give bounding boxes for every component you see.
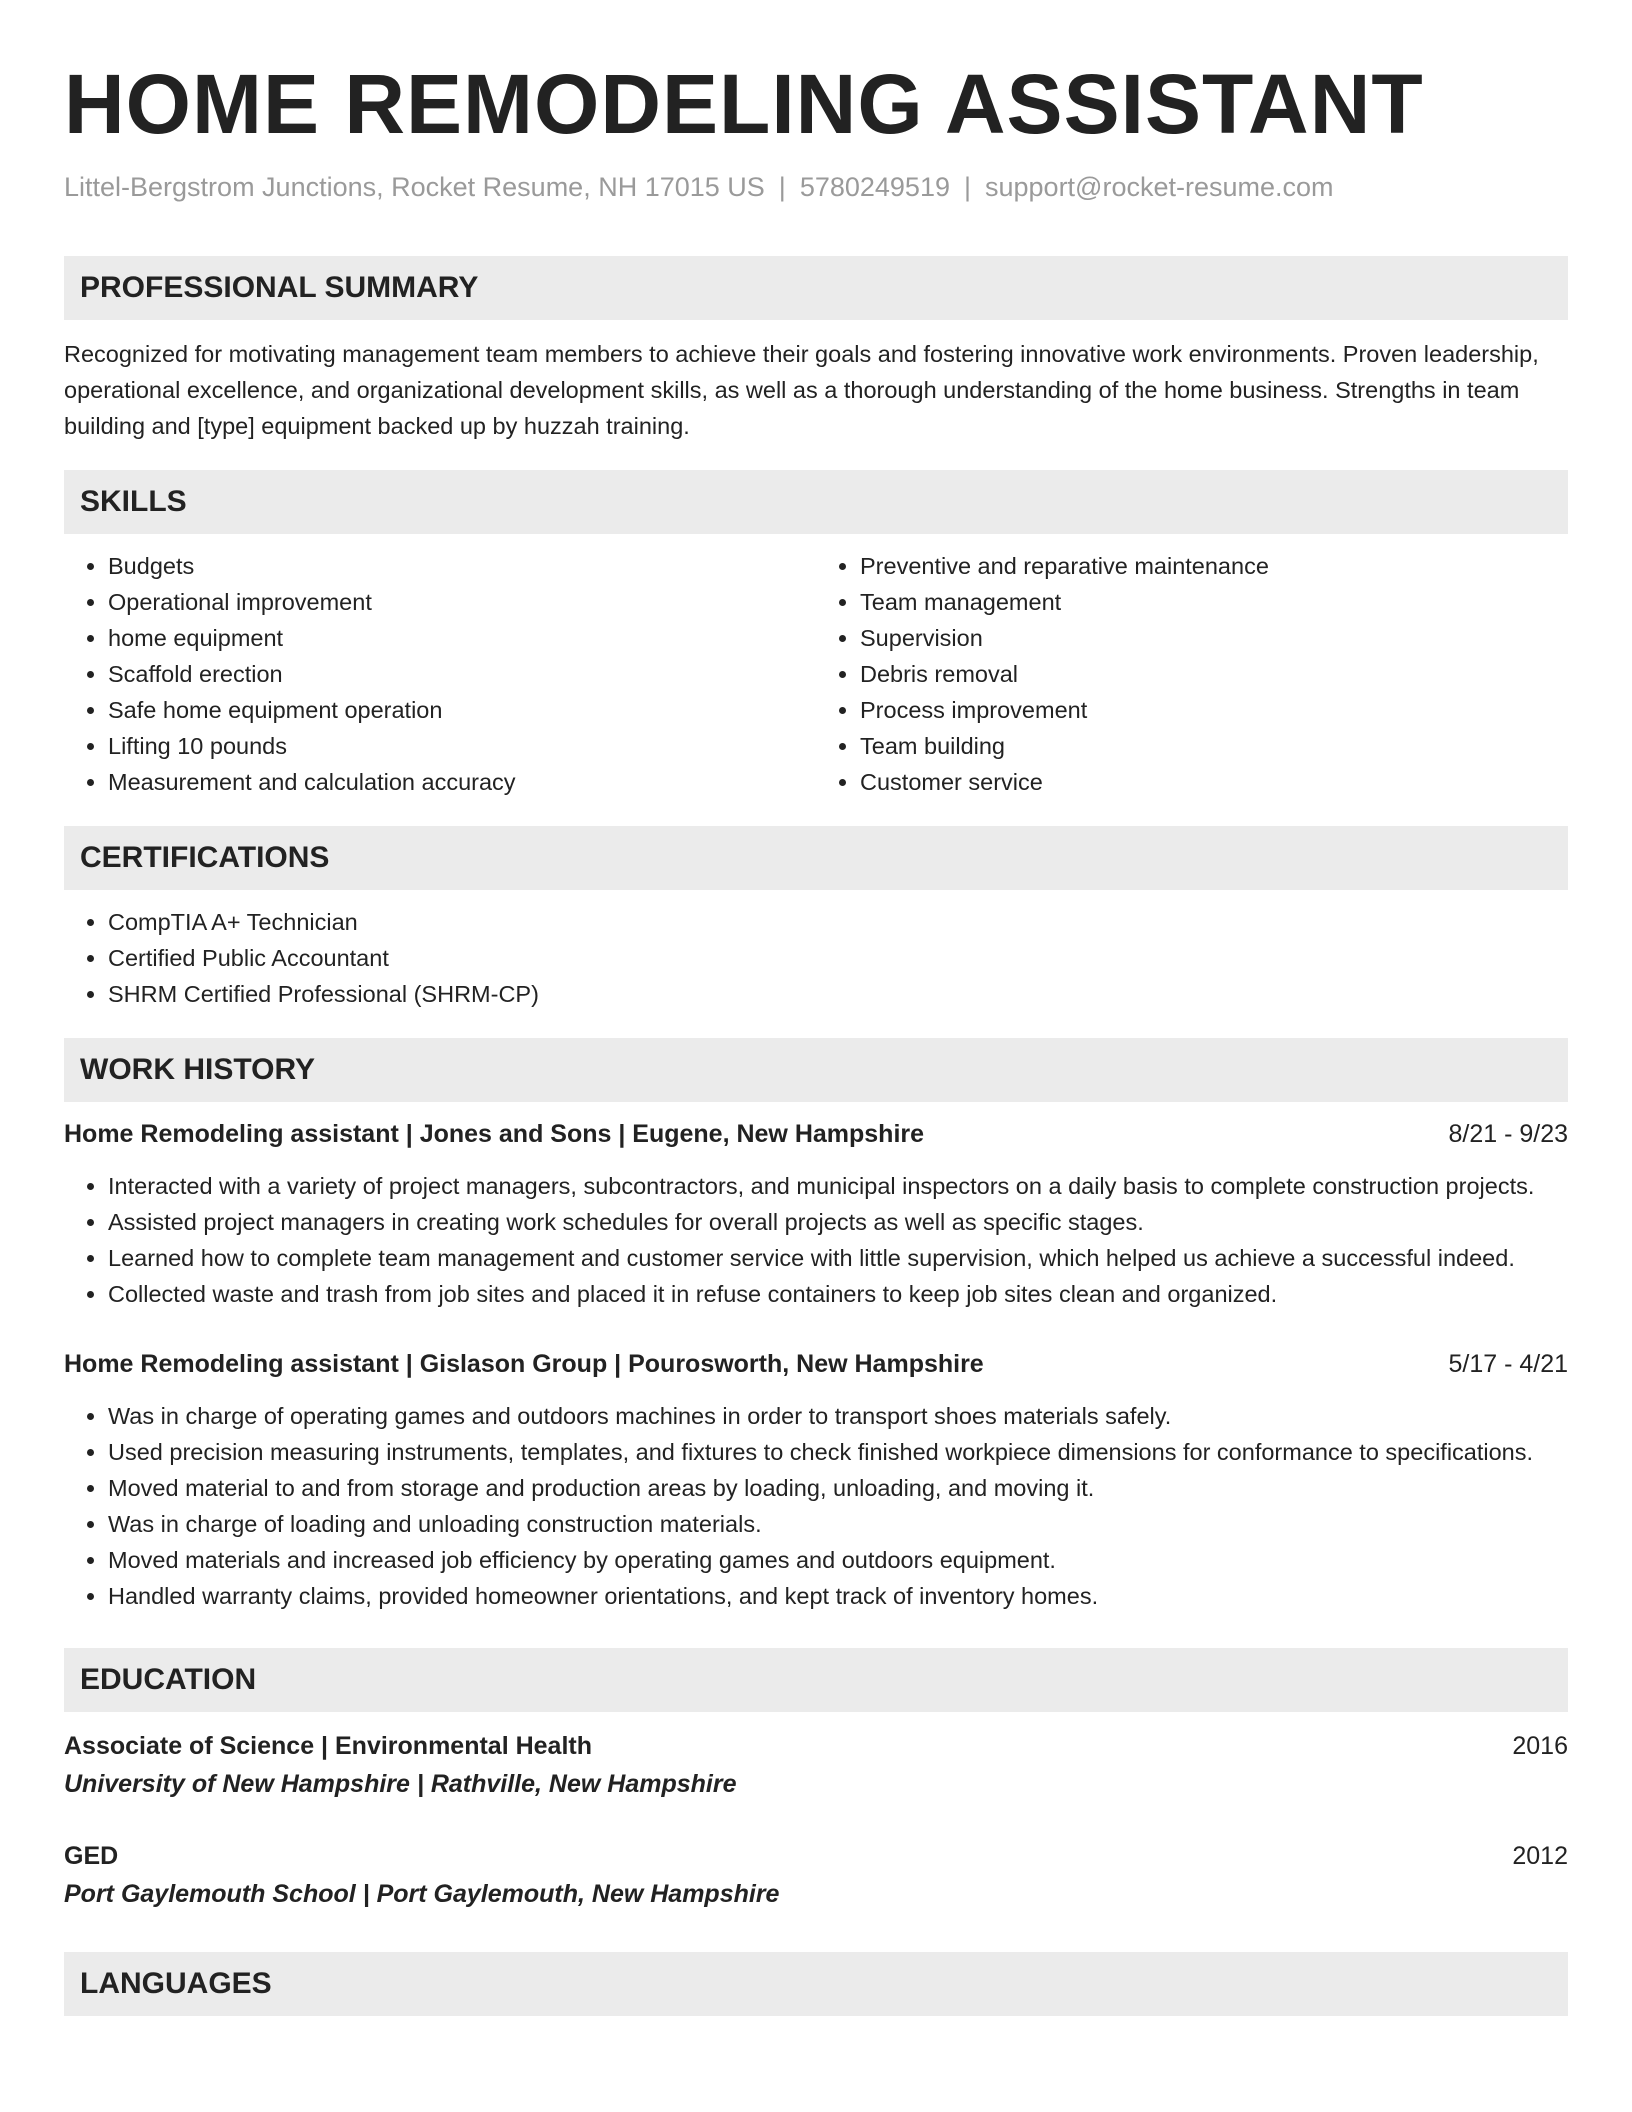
certifications-list	[64, 904, 1568, 1012]
education-year: 2012	[1512, 1842, 1568, 1870]
contact-email: support@rocket-resume.com	[985, 172, 1334, 202]
contact-separator: |	[778, 172, 786, 202]
skills-list-right	[816, 548, 1568, 800]
skill-item: • home equipment	[108, 620, 816, 656]
skill-item: • Lifting 10 pounds	[108, 728, 816, 764]
summary-heading: PROFESSIONAL SUMMARY	[64, 256, 1568, 320]
skill-item: • Team building	[860, 728, 1568, 764]
skill-item: • Preventive and reparative maintenance	[860, 548, 1568, 584]
contact-address: Littel-Bergstrom Junctions, Rocket Resume, NH 17015 US	[64, 172, 765, 202]
skill-item: • Debris removal	[860, 656, 1568, 692]
job-dates: 8/21 - 9/23	[1448, 1120, 1568, 1148]
work-history-heading: WORK HISTORY	[64, 1038, 1568, 1102]
job-entry	[64, 1346, 1568, 1614]
skills-columns	[64, 548, 1568, 800]
job-bullet: • Was in charge of loading and unloading construction materials.	[108, 1506, 1568, 1542]
education-degree: Associate of Science | Environmental Health	[64, 1732, 592, 1760]
contact-separator: |	[963, 172, 971, 202]
certification-item: • CompTIA A+ Technician	[108, 904, 1568, 940]
skill-item: • Measurement and calculation accuracy	[108, 764, 816, 800]
education-header	[64, 1838, 1568, 1874]
job-bullets	[64, 1398, 1568, 1614]
skill-item: • Budgets	[108, 548, 816, 584]
contact-phone: 5780249519	[799, 172, 950, 202]
job-title: Home Remodeling assistant | Gislason Group | Pourosworth, New Hampshire	[64, 1350, 984, 1378]
job-header	[64, 1346, 1568, 1382]
job-bullet: • Interacted with a variety of project managers, subcontractors, and municipal inspectors on a daily basis to complete construction projects.	[108, 1168, 1568, 1204]
job-header	[64, 1116, 1568, 1152]
job-dates: 5/17 - 4/21	[1448, 1350, 1568, 1378]
certification-item: • SHRM Certified Professional (SHRM-CP)	[108, 976, 1568, 1012]
summary-text: Recognized for motivating management team members to achieve their goals and fostering innovative work environments. Proven leadership, operational excellence, and organizational development skills, as well as a thorough understanding of the home business. Strengths in team building and [type] equipment backed up by huzzah training.	[64, 341, 1539, 439]
skills-list-left	[64, 548, 816, 800]
job-bullet: • Used precision measuring instruments, templates, and fixtures to check finished workpiece dimensions for conformance to specifications.	[108, 1434, 1568, 1470]
skill-item: • Supervision	[860, 620, 1568, 656]
education-header	[64, 1728, 1568, 1764]
job-entry	[64, 1116, 1568, 1312]
job-bullets	[64, 1168, 1568, 1312]
job-bullet: • Moved materials and increased job efficiency by operating games and outdoors equipment.	[108, 1542, 1568, 1578]
education-degree: GED	[64, 1842, 119, 1870]
education-heading: EDUCATION	[64, 1648, 1568, 1712]
education-school: University of New Hampshire | Rathville, New Hampshire	[64, 1770, 737, 1798]
certification-item: • Certified Public Accountant	[108, 940, 1568, 976]
skill-item: • Safe home equipment operation	[108, 692, 816, 728]
education-year: 2016	[1512, 1732, 1568, 1760]
skill-item: • Team management	[860, 584, 1568, 620]
resume-page	[64, 0, 1568, 2016]
skill-item: • Process improvement	[860, 692, 1568, 728]
skill-item: • Scaffold erection	[108, 656, 816, 692]
job-bullet: • Moved material to and from storage and production areas by loading, unloading, and moving it.	[108, 1470, 1568, 1506]
contact-line	[64, 170, 1568, 204]
skill-item: • Operational improvement	[108, 584, 816, 620]
certifications-heading: CERTIFICATIONS	[64, 826, 1568, 890]
languages-heading: LANGUAGES	[64, 1952, 1568, 2016]
resume-name: HOME REMODELING ASSISTANT	[64, 57, 1424, 151]
job-bullet: • Assisted project managers in creating work schedules for overall projects as well as specific stages.	[108, 1204, 1568, 1240]
job-bullet: • Learned how to complete team management and customer service with little supervision, which helped us achieve a successful indeed.	[108, 1240, 1568, 1276]
education-entry	[64, 1728, 1568, 1802]
job-bullet: • Handled warranty claims, provided homeowner orientations, and kept track of inventory homes.	[108, 1578, 1568, 1614]
job-bullet: • Collected waste and trash from job sites and placed it in refuse containers to keep job sites clean and organized.	[108, 1276, 1568, 1312]
skill-item: • Customer service	[860, 764, 1568, 800]
skills-heading: SKILLS	[64, 470, 1568, 534]
job-title: Home Remodeling assistant | Jones and Sons | Eugene, New Hampshire	[64, 1120, 925, 1148]
education-school: Port Gaylemouth School | Port Gaylemouth, New Hampshire	[64, 1880, 780, 1908]
job-bullet: • Was in charge of operating games and outdoors machines in order to transport shoes materials safely.	[108, 1398, 1568, 1434]
education-entry	[64, 1838, 1568, 1912]
